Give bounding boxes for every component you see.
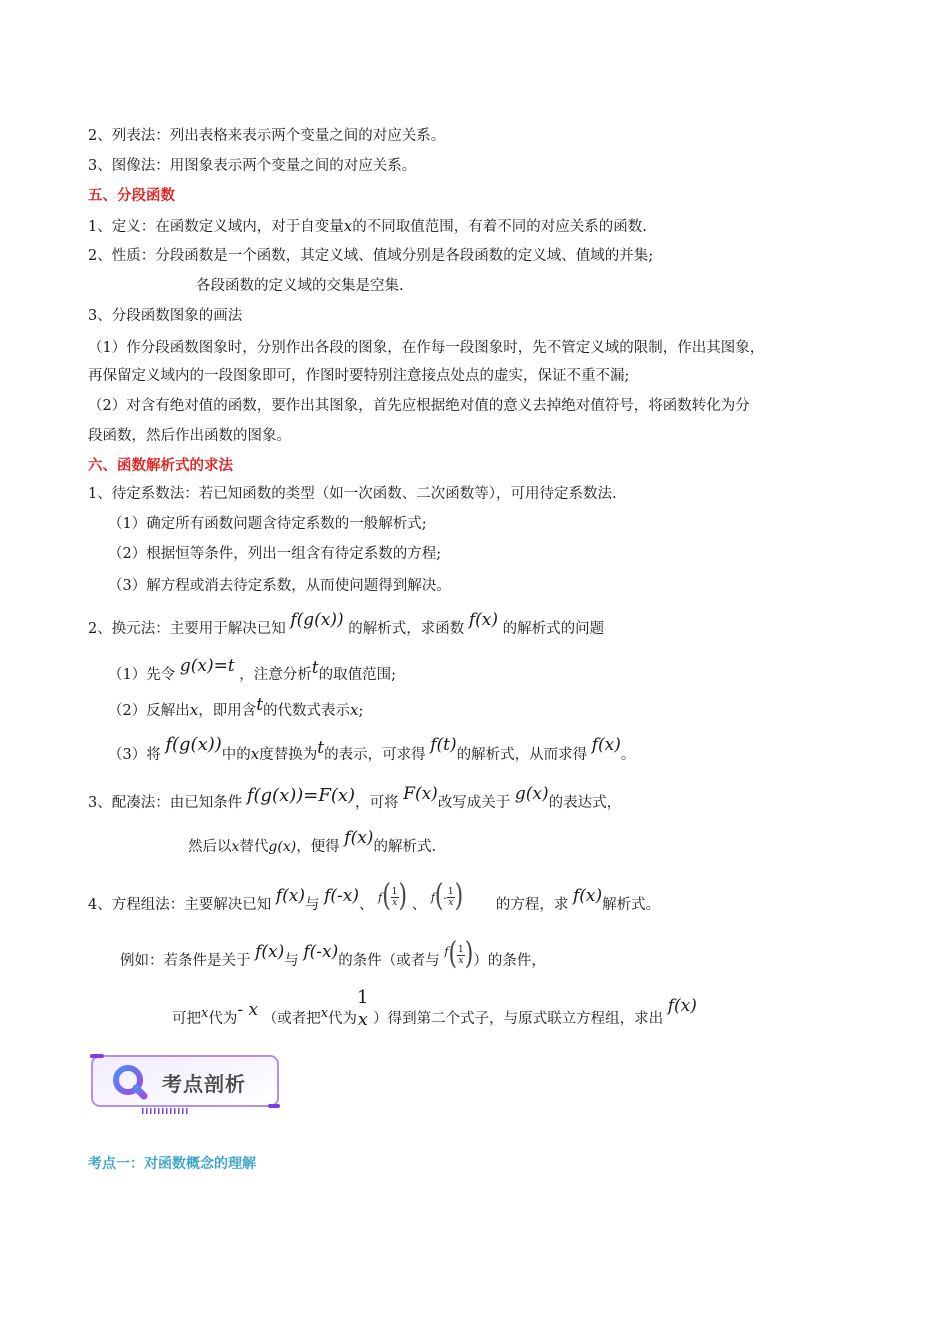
definition-line: 1、定义：在函数定义域内，对于自变量x的不同取值范围，有着不同的对应关系的函数. bbox=[88, 217, 647, 235]
drawing-step-1-cont: 再保留定义域内的一段图象即可，作图时要特别注意接点处点的虚实，保证不重不漏; bbox=[88, 368, 630, 384]
badge-title: 考点剖析 bbox=[162, 1072, 246, 1096]
formula-f-of-x: f(x) bbox=[468, 610, 499, 630]
substitution-method: 2、换元法：主要用于解决已知 f(g(x)) 的解析式，求函数 f(x) 的解析式的问题 bbox=[88, 610, 605, 637]
substitution-step-3: （3）将 f(g(x))中的x度替换为t的表示，可求得 f(t)的解析式，从而求得 f(x)。 bbox=[108, 734, 636, 763]
drawing-method-title: 3、分段函数图象的画法 bbox=[88, 308, 243, 324]
method-step: （2）根据恒等条件，列出一组含有待定系数的方程; bbox=[108, 546, 442, 562]
section-heading: 六、函数解析式的求法 bbox=[88, 458, 233, 474]
topic-heading: 考点一：对函数概念的理解 bbox=[88, 1156, 256, 1172]
undetermined-coefficients-method: 1、待定系数法：若已知函数的类型（如一次函数、二次函数等），可用待定系数法. bbox=[88, 486, 617, 502]
formula-f-of-g: f(g(x)) bbox=[290, 610, 344, 630]
substitution-step-2: （2）反解出x，即用含t的代数式表示x; bbox=[108, 695, 364, 719]
substitution-step-1: （1）先令 g(x)=t ，注意分析t的取值范围; bbox=[108, 656, 396, 683]
drawing-step-1: （1）作分段函数图象时，分别作出各段的图象，在作每一段图象时，先不管定义域的限制，作出其图象， bbox=[88, 340, 765, 356]
property-line: 2、性质：分段函数是一个函数，其定义域、值域分别是各段函数的定义域、值域的并集; bbox=[88, 248, 654, 264]
graph-method-item: 3、图像法：用图象表示两个变量之间的对应关系。 bbox=[88, 158, 417, 174]
section-heading: 五、分段函数 bbox=[88, 188, 175, 204]
example-line-cont: 可把x代为- x （或者把x代为 1 x ）得到第二个式子，与原式联立方程组，求出 f(x) bbox=[172, 987, 697, 1030]
drawing-step-2-cont: 段函数，然后作出函数的图象。 bbox=[88, 428, 291, 444]
property-line-2: 各段函数的定义域的交集是空集. bbox=[196, 278, 404, 294]
drawing-step-2: （2）对含有绝对值的函数，要作出其图象，首先应根据绝对值的意义去掉绝对值符号，将函数转化为分 bbox=[88, 398, 750, 414]
method-step: （3）解方程或消去待定系数，从而使问题得到解决。 bbox=[108, 578, 451, 594]
method-step: （1）确定所有函数问题含待定系数的一般解析式; bbox=[108, 516, 427, 532]
list-method-item: 2、列表法：列出表格来表示两个变量之间的对应关系。 bbox=[88, 128, 446, 144]
composition-method-cont: 然后以x替代g(x)，便得 f(x)的解析式. bbox=[188, 828, 437, 855]
example-line: 例如：若条件是关于 f(x)与 f(-x)的条件（或者与 $^f$( $\frac{1}{x}$ )）的条件， bbox=[120, 936, 546, 972]
section-badge bbox=[90, 1050, 282, 1114]
composition-method: 3、配凑法：由已知条件 f(g(x))=F(x)，可将 F(x)改写成关于 g(x)的表达式， bbox=[88, 784, 622, 811]
system-of-equations-method: 4、方程组法：主要解决已知 f(x)与 f(-x)、 $^f$( $\frac{1}{x}$ ) 、 $^f$(- $\frac{1}{x}$ ) 的方程，求 f(x)解析式。 bbox=[88, 878, 661, 914]
